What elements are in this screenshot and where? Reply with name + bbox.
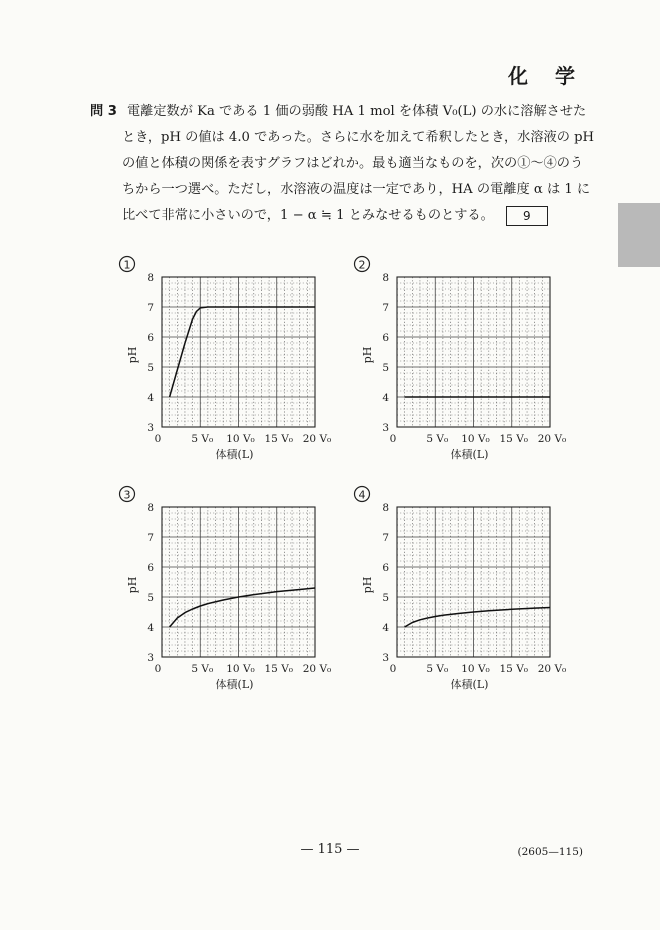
y-tick-label: 4 [147,392,154,404]
x-tick-label: 10 V₀ [461,433,490,445]
graph-option-1[interactable] [115,255,355,460]
question-block [90,99,595,229]
y-axis-title: pH [361,576,374,594]
y-tick-label: 5 [147,592,154,604]
y-tick-label: 4 [382,622,389,634]
question-line-2: とき，pH の値は 4.0 であった。さらに水を加えて希釈したとき，水溶液の pH [122,130,595,145]
option-marker-label: 2 [358,258,366,272]
x-tick-label: 10 V₀ [226,433,255,445]
y-tick-label: 5 [382,592,389,604]
y-tick-label: 6 [382,562,389,574]
x-tick-label: 20 V₀ [302,433,332,445]
y-tick-label: 6 [147,562,154,574]
y-tick-label: 6 [147,332,154,344]
y-tick-label: 8 [382,272,389,284]
x-tick-label: 15 V₀ [264,663,293,675]
question-number: 問 3 [90,104,117,119]
y-tick-label: 4 [147,622,154,634]
x-tick-label: 15 V₀ [264,433,293,445]
x-tick-label: 5 V₀ [191,663,214,675]
y-tick-label: 7 [382,302,389,314]
option-marker-label: 3 [123,488,131,502]
graph-option-4[interactable] [350,485,590,690]
x-axis-title: 体積(L) [215,448,254,461]
x-tick-label: 20 V₀ [302,663,332,675]
question-line-4: ちから一つ選べ。ただし，水溶液の温度は一定であり，HA の電離度 α は 1 に [122,182,591,197]
x-tick-label: 10 V₀ [226,663,255,675]
y-tick-label: 7 [382,532,389,544]
subject-heading: 化 学 [508,64,585,88]
y-tick-label: 3 [147,652,154,664]
graph-option-3[interactable] [115,485,355,690]
x-tick-label: 0 [389,433,397,445]
y-tick-label: 3 [147,422,154,434]
exam-code: (2605—115) [517,846,583,858]
x-tick-label: 5 V₀ [426,433,449,445]
page-number: — 115 — [300,842,360,857]
option-marker-label: 1 [123,258,131,272]
x-tick-label: 20 V₀ [537,663,567,675]
x-tick-label: 20 V₀ [537,433,567,445]
y-tick-label: 6 [382,332,389,344]
graph-svg [115,255,355,460]
x-tick-label: 10 V₀ [461,663,490,675]
x-tick-label: 15 V₀ [499,433,528,445]
y-tick-label: 5 [147,362,154,374]
graph-svg [350,255,590,460]
x-tick-label: 15 V₀ [499,663,528,675]
y-tick-label: 3 [382,652,389,664]
x-axis-title: 体積(L) [215,678,254,691]
side-index-tab [618,203,660,267]
question-line-3: の値と体積の関係を表すグラフはどれか。最も適当なものを，次の①〜④のう [122,156,584,171]
series-line [170,307,315,397]
y-tick-label: 8 [147,502,154,514]
graph-svg [350,485,590,690]
question-text-1: 電離定数が Ka である 1 価の弱酸 HA 1 mol を体積 V₀(L) の水に溶解させた [126,104,587,119]
y-tick-label: 3 [382,422,389,434]
question-line-5 [90,203,585,229]
question-line-1 [90,99,585,125]
y-tick-label: 5 [382,362,389,374]
y-axis-title: pH [126,346,139,364]
option-marker-label: 4 [358,488,366,502]
answer-box[interactable]: 9 [506,206,548,226]
x-tick-label: 0 [154,433,162,445]
graph-svg [115,485,355,690]
y-tick-label: 4 [382,392,389,404]
y-tick-label: 7 [147,532,154,544]
x-tick-label: 0 [389,663,397,675]
series-line [405,608,550,628]
y-axis-title: pH [361,346,374,364]
x-axis-title: 体積(L) [450,678,489,691]
x-axis-title: 体積(L) [450,448,489,461]
x-tick-label: 0 [154,663,162,675]
graph-option-2[interactable] [350,255,590,460]
y-tick-label: 8 [382,502,389,514]
y-tick-label: 7 [147,302,154,314]
question-text-5: 比べて非常に小さいので，1 − α ≒ 1 とみなせるものとする。 [122,208,494,223]
x-tick-label: 5 V₀ [426,663,449,675]
y-tick-label: 8 [147,272,154,284]
y-axis-title: pH [126,576,139,594]
x-tick-label: 5 V₀ [191,433,214,445]
